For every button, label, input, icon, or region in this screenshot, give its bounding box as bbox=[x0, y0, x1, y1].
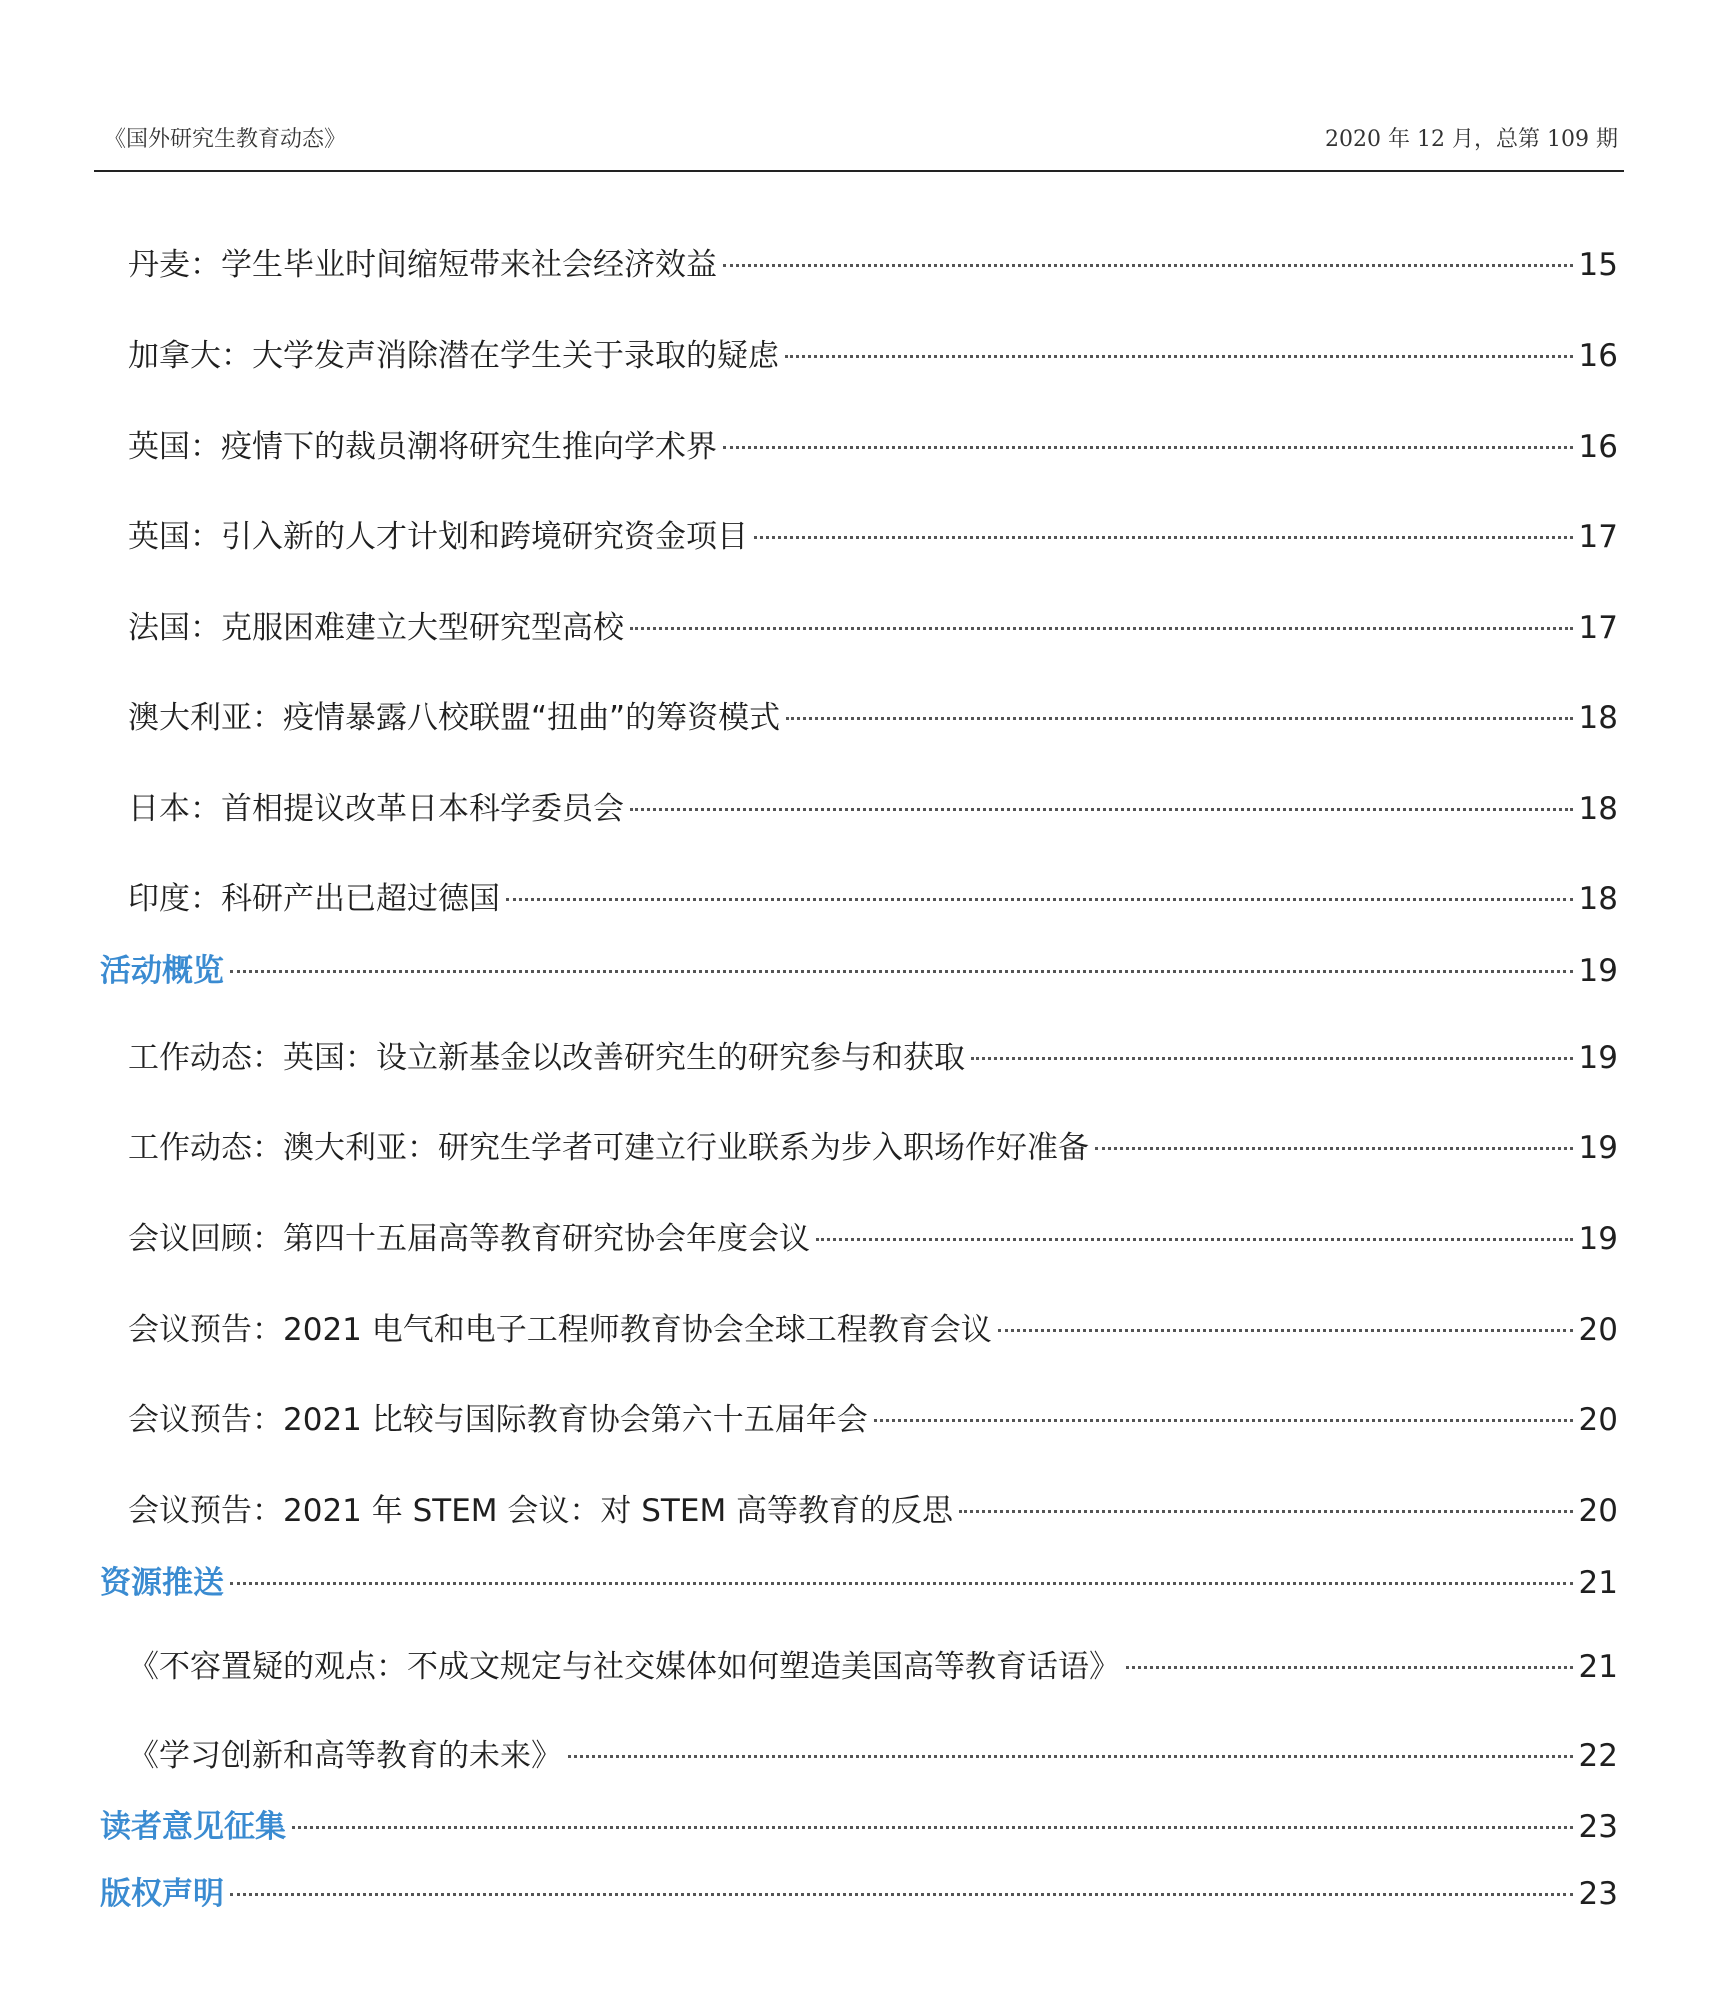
toc-entry-label: 《学习创新和高等教育的未来》 bbox=[128, 1738, 562, 1774]
dot-leader bbox=[568, 1755, 1573, 1758]
toc-entry-label: 工作动态：英国：设立新基金以改善研究生的研究参与和获取 bbox=[128, 1040, 965, 1076]
toc-entry-page: 22 bbox=[1578, 1738, 1618, 1774]
toc-section-heading[interactable] bbox=[100, 1558, 1618, 1608]
dot-leader bbox=[630, 627, 1573, 630]
toc-entry-label: 会议预告：2021 年 STEM 会议：对 STEM 高等教育的反思 bbox=[128, 1493, 954, 1529]
toc-section-label: 活动概览 bbox=[100, 953, 224, 989]
toc-entry[interactable] bbox=[128, 693, 1618, 743]
toc-entry[interactable] bbox=[128, 1731, 1618, 1781]
toc-entry-page: 20 bbox=[1578, 1312, 1618, 1348]
toc-entry-label: 丹麦：学生毕业时间缩短带来社会经济效益 bbox=[128, 247, 717, 283]
toc-entry-page: 16 bbox=[1578, 429, 1618, 465]
toc-entry[interactable] bbox=[128, 331, 1618, 381]
toc-entry[interactable] bbox=[128, 422, 1618, 472]
toc-entry[interactable] bbox=[128, 874, 1618, 924]
toc-entry-page: 18 bbox=[1578, 881, 1618, 917]
toc-entry-page: 18 bbox=[1578, 700, 1618, 736]
toc-entry[interactable] bbox=[128, 1395, 1618, 1445]
dot-leader bbox=[1095, 1147, 1573, 1150]
toc-entry-page: 18 bbox=[1578, 791, 1618, 827]
toc-entry-label: 会议预告：2021 电气和电子工程师教育协会全球工程教育会议 bbox=[128, 1312, 992, 1348]
toc-entry-page: 20 bbox=[1578, 1493, 1618, 1529]
toc-entry-label: 澳大利亚：疫情暴露八校联盟“扭曲”的筹资模式 bbox=[128, 700, 781, 736]
toc-entry-page: 20 bbox=[1578, 1402, 1618, 1438]
toc-entry-label: 加拿大：大学发声消除潜在学生关于录取的疑虑 bbox=[128, 338, 779, 374]
toc-section-label: 读者意见征集 bbox=[100, 1809, 286, 1845]
toc-entry[interactable] bbox=[128, 1305, 1618, 1355]
toc-entry-label: 法国：克服困难建立大型研究型高校 bbox=[128, 610, 624, 646]
toc-section-label: 资源推送 bbox=[100, 1565, 224, 1601]
toc-entry[interactable] bbox=[128, 512, 1618, 562]
toc-entry[interactable] bbox=[128, 784, 1618, 834]
toc-section-heading[interactable] bbox=[100, 1802, 1618, 1852]
dot-leader bbox=[971, 1057, 1573, 1060]
toc-entry-page: 17 bbox=[1578, 519, 1618, 555]
dot-leader bbox=[959, 1510, 1572, 1513]
dot-leader bbox=[785, 355, 1573, 358]
toc-entry-page: 17 bbox=[1578, 610, 1618, 646]
toc-entry-label: 工作动态：澳大利亚：研究生学者可建立行业联系为步入职场作好准备 bbox=[128, 1130, 1089, 1166]
toc-entry-page: 16 bbox=[1578, 338, 1618, 374]
dot-leader bbox=[786, 717, 1572, 720]
toc-entry-label: 会议回顾：第四十五届高等教育研究协会年度会议 bbox=[128, 1221, 810, 1257]
toc-section-page: 21 bbox=[1578, 1565, 1618, 1601]
dot-leader bbox=[998, 1329, 1573, 1332]
toc-section-heading[interactable] bbox=[100, 946, 1618, 996]
toc-entry-page: 19 bbox=[1578, 1221, 1618, 1257]
toc-entry[interactable] bbox=[128, 603, 1618, 653]
dot-leader bbox=[506, 898, 1573, 901]
dot-leader bbox=[816, 1238, 1573, 1241]
issue-info: 2020 年 12 月，总第 109 期 bbox=[1325, 127, 1618, 152]
toc-section-page: 23 bbox=[1578, 1876, 1618, 1912]
dot-leader bbox=[630, 808, 1573, 811]
toc-entry[interactable] bbox=[128, 240, 1618, 290]
toc-entry-page: 21 bbox=[1578, 1649, 1618, 1685]
dot-leader bbox=[230, 970, 1573, 973]
dot-leader bbox=[230, 1582, 1573, 1585]
dot-leader bbox=[230, 1893, 1573, 1896]
toc-section-heading[interactable] bbox=[100, 1869, 1618, 1919]
dot-leader bbox=[754, 536, 1573, 539]
toc-entry-label: 会议预告：2021 比较与国际教育协会第六十五届年会 bbox=[128, 1402, 868, 1438]
dot-leader bbox=[723, 264, 1573, 267]
toc-entry-label: 日本：首相提议改革日本科学委员会 bbox=[128, 791, 624, 827]
toc-entry-label: 《不容置疑的观点：不成文规定与社交媒体如何塑造美国高等教育话语》 bbox=[128, 1649, 1120, 1685]
toc-section-page: 19 bbox=[1578, 953, 1618, 989]
toc-section-page: 23 bbox=[1578, 1809, 1618, 1845]
toc-entry-label: 英国：疫情下的裁员潮将研究生推向学术界 bbox=[128, 429, 717, 465]
toc-section-label: 版权声明 bbox=[100, 1876, 224, 1912]
dot-leader bbox=[723, 446, 1573, 449]
page-header bbox=[94, 118, 1624, 172]
dot-leader bbox=[292, 1826, 1573, 1829]
toc-entry[interactable] bbox=[128, 1033, 1618, 1083]
dot-leader bbox=[874, 1419, 1573, 1422]
toc-entry-label: 英国：引入新的人才计划和跨境研究资金项目 bbox=[128, 519, 748, 555]
toc-entry[interactable] bbox=[128, 1642, 1618, 1692]
toc-entry[interactable] bbox=[128, 1486, 1618, 1536]
toc-entry-label: 印度：科研产出已超过德国 bbox=[128, 881, 500, 917]
toc-entry[interactable] bbox=[128, 1123, 1618, 1173]
dot-leader bbox=[1126, 1666, 1573, 1669]
toc-entry-page: 19 bbox=[1578, 1130, 1618, 1166]
toc-entry[interactable] bbox=[128, 1214, 1618, 1264]
toc-entry-page: 19 bbox=[1578, 1040, 1618, 1076]
toc-entry-page: 15 bbox=[1578, 247, 1618, 283]
journal-title: 《国外研究生教育动态》 bbox=[104, 127, 347, 152]
